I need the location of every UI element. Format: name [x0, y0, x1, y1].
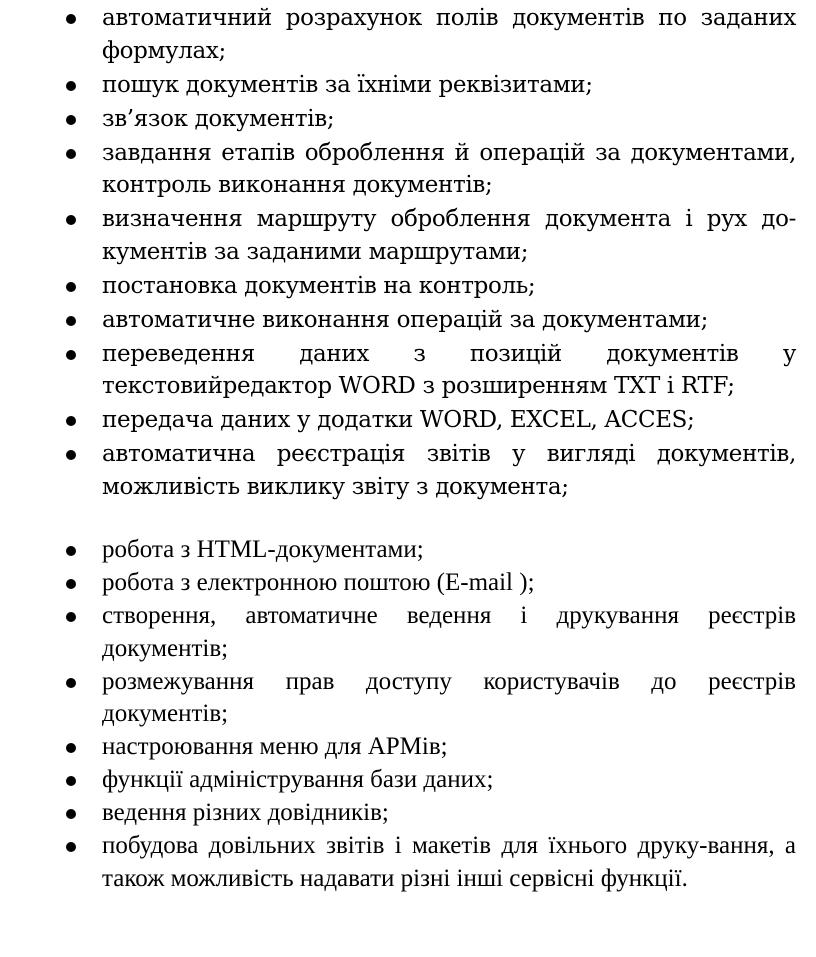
list-item-text: побудова довільних звітів і макетів для їхнього друку-вання, а також можливість надавати різні інші сервісні функції.: [102, 832, 796, 892]
list-item: [0, 534, 816, 567]
bullet-icon: [66, 612, 76, 622]
bullet-icon: [66, 809, 76, 819]
list-item: [0, 666, 816, 731]
bullet-icon: [66, 14, 76, 24]
bullet-icon: [66, 215, 76, 225]
list-item: [0, 69, 816, 102]
list-item-text: визначення маршруту оброблення документа і рух до-кументів за заданими маршрутами;: [102, 206, 796, 265]
feature-list-primary: [0, 2, 816, 505]
list-item: [0, 203, 816, 268]
list-item-text: робота з електронною поштою (E-mail );: [102, 569, 535, 596]
bullet-icon: [66, 450, 76, 460]
list-item-text: функції адміністрування бази даних;: [102, 766, 494, 793]
list-item: [0, 404, 816, 437]
list-item: [0, 764, 816, 797]
bullet-icon: [66, 282, 76, 292]
list-item: [0, 600, 816, 665]
list-item-text: розмежування прав доступу користувачів до реєстрів документів;: [102, 667, 796, 727]
bullet-icon: [66, 678, 76, 688]
bullet-icon: [66, 81, 76, 91]
list-item-text: автоматичний розрахунок полів документів по заданих формулах;: [102, 5, 796, 64]
list-item: [0, 438, 816, 503]
bullet-icon: [66, 149, 76, 159]
list-item-text: передача даних у додатки WORD, EXCEL, ACCES;: [102, 407, 695, 433]
list-item-text: настроювання меню для АРМів;: [102, 733, 448, 760]
bullet-icon: [66, 350, 76, 360]
list-item: [0, 797, 816, 830]
list-item-text: автоматична реєстрація звітів у вигляді документів, можливість виклику звіту з документа;: [102, 441, 796, 500]
bullet-icon: [66, 776, 76, 786]
list-item: [0, 338, 816, 403]
list-item: [0, 731, 816, 764]
bullet-icon: [66, 579, 76, 589]
bullet-icon: [66, 842, 76, 852]
bullet-icon: [66, 115, 76, 125]
list-item: [0, 2, 816, 67]
bullet-icon: [66, 316, 76, 326]
list-item-text: пошук документів за їхніми реквізитами;: [102, 71, 593, 98]
list-item-text: зв’язок документів;: [102, 105, 335, 132]
list-item-text: створення, автоматичне ведення і друкування реєстрів документів;: [102, 602, 796, 662]
list-item: [0, 830, 816, 895]
list-item: [0, 270, 816, 303]
list-item-text: переведення даних з позицій документів у текстовийредактор WORD з розширенням TXT і RTF;: [102, 340, 796, 399]
list-item: [0, 567, 816, 600]
list-item: [0, 103, 816, 136]
list-item-text: постановка документів на контроль;: [102, 272, 536, 299]
list-item-text: робота з HTML-документами;: [102, 536, 424, 563]
bullet-icon: [66, 416, 76, 426]
list-item: [0, 304, 816, 337]
bullet-icon: [66, 546, 76, 556]
bullet-icon: [66, 743, 76, 753]
list-item-text: автоматичне виконання операцій за документами;: [102, 306, 709, 333]
list-item: [0, 137, 816, 202]
list-item-text: завдання етапів оброблення й операцій за документами, контроль виконання документів;: [102, 139, 796, 198]
list-item-text: ведення різних довідників;: [102, 799, 389, 826]
feature-list-secondary: [0, 534, 816, 896]
